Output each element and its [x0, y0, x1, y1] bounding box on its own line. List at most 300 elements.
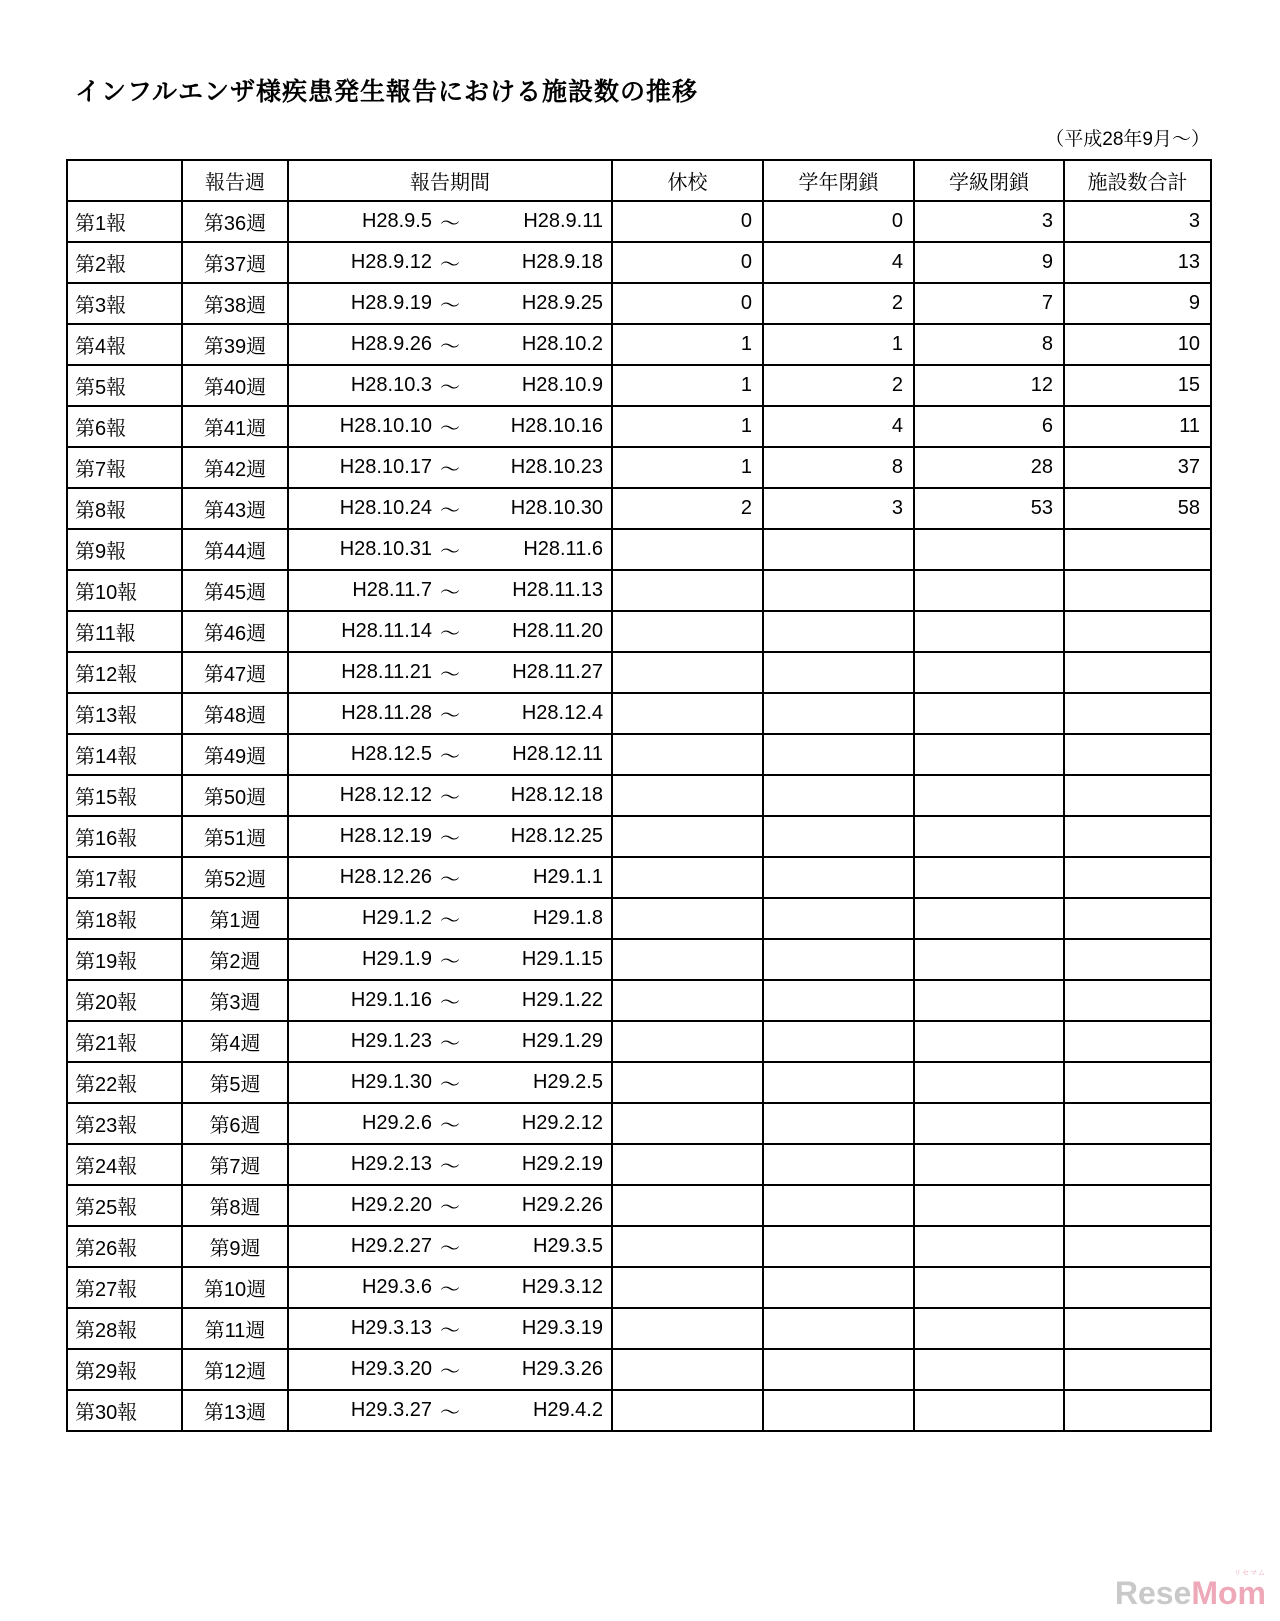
period-range	[289, 699, 611, 728]
period-range	[289, 535, 611, 564]
period-end: H28.9.18	[521, 251, 603, 273]
report-no-cell: 第18報	[67, 898, 182, 939]
period-tilde-icon: ～	[440, 1402, 460, 1424]
table-row	[67, 1390, 1211, 1431]
period-end: H28.10.30	[510, 497, 603, 519]
facility-total-cell	[1064, 1062, 1211, 1103]
week-cell: 第43週	[182, 488, 288, 529]
school-closure-cell	[612, 652, 763, 693]
table-row	[67, 1308, 1211, 1349]
school-closure-cell	[612, 1226, 763, 1267]
facility-total-cell	[1064, 939, 1211, 980]
period-end: H28.10.9	[521, 374, 603, 396]
period-range	[289, 1191, 611, 1220]
period-cell	[288, 652, 612, 693]
week-cell: 第38週	[182, 283, 288, 324]
period-note: （平成28年9月～）	[1045, 129, 1210, 150]
period-tilde-icon: ～	[440, 336, 460, 358]
report-no-cell: 第15報	[67, 775, 182, 816]
period-range	[289, 1314, 611, 1343]
week-cell: 第10週	[182, 1267, 288, 1308]
facility-total-cell	[1064, 1185, 1211, 1226]
report-no-cell: 第17報	[67, 857, 182, 898]
grade-closure-cell	[763, 816, 914, 857]
week-cell: 第42週	[182, 447, 288, 488]
week-cell: 第11週	[182, 1308, 288, 1349]
period-start: H29.3.27	[350, 1399, 432, 1421]
facility-total-cell	[1064, 1144, 1211, 1185]
school-closure-cell	[612, 939, 763, 980]
school-closure-cell: 0	[612, 201, 763, 242]
facility-total-cell: 9	[1064, 283, 1211, 324]
grade-closure-cell	[763, 775, 914, 816]
period-end: H29.2.12	[521, 1112, 603, 1134]
period-cell	[288, 1021, 612, 1062]
week-cell: 第6週	[182, 1103, 288, 1144]
facility-total-cell: 37	[1064, 447, 1211, 488]
period-start: H28.10.31	[339, 538, 432, 560]
period-tilde-icon: ～	[440, 418, 460, 440]
period-cell	[288, 201, 612, 242]
table-row	[67, 324, 1211, 365]
period-start: H28.11.7	[352, 579, 432, 601]
table-row	[67, 1185, 1211, 1226]
period-tilde-icon: ～	[440, 459, 460, 481]
report-no-cell: 第19報	[67, 939, 182, 980]
report-no-cell: 第4報	[67, 324, 182, 365]
period-cell	[288, 488, 612, 529]
report-no-cell: 第13報	[67, 693, 182, 734]
period-cell	[288, 324, 612, 365]
period-cell	[288, 693, 612, 734]
period-start: H28.9.26	[350, 333, 432, 355]
header-row	[67, 160, 1211, 201]
period-start: H28.10.24	[339, 497, 432, 519]
report-no-cell: 第11報	[67, 611, 182, 652]
watermark-gray-text: Rese	[1114, 1575, 1192, 1611]
period-start: H29.1.30	[350, 1071, 432, 1093]
facility-total-cell	[1064, 652, 1211, 693]
period-cell	[288, 365, 612, 406]
week-cell: 第13週	[182, 1390, 288, 1431]
class-closure-cell: 12	[914, 365, 1064, 406]
period-range	[289, 1068, 611, 1097]
period-cell	[288, 406, 612, 447]
report-no-cell: 第8報	[67, 488, 182, 529]
report-no-cell: 第27報	[67, 1267, 182, 1308]
report-no-cell: 第7報	[67, 447, 182, 488]
grade-closure-cell	[763, 570, 914, 611]
report-no-cell: 第24報	[67, 1144, 182, 1185]
table-row	[67, 1062, 1211, 1103]
table-row	[67, 898, 1211, 939]
grade-closure-cell	[763, 1349, 914, 1390]
report-no-cell: 第25報	[67, 1185, 182, 1226]
report-no-cell: 第26報	[67, 1226, 182, 1267]
table-row	[67, 775, 1211, 816]
period-end: H29.2.5	[532, 1071, 603, 1093]
class-closure-cell	[914, 857, 1064, 898]
period-end: H29.3.19	[521, 1317, 603, 1339]
period-end: H29.3.12	[521, 1276, 603, 1298]
week-cell: 第5週	[182, 1062, 288, 1103]
period-end: H28.11.13	[512, 579, 603, 601]
table-row	[67, 406, 1211, 447]
table-row	[67, 1144, 1211, 1185]
week-cell: 第51週	[182, 816, 288, 857]
report-no-cell: 第2報	[67, 242, 182, 283]
class-closure-cell	[914, 570, 1064, 611]
class-closure-cell	[914, 1021, 1064, 1062]
period-tilde-icon: ～	[440, 1197, 460, 1219]
grade-closure-cell: 1	[763, 324, 914, 365]
class-closure-cell	[914, 611, 1064, 652]
facility-total-cell	[1064, 611, 1211, 652]
school-closure-cell	[612, 1062, 763, 1103]
period-start: H28.9.12	[350, 251, 432, 273]
period-tilde-icon: ～	[440, 213, 460, 235]
school-closure-cell: 1	[612, 365, 763, 406]
period-tilde-icon: ～	[440, 1238, 460, 1260]
period-range	[289, 1150, 611, 1179]
period-start: H29.3.20	[350, 1358, 432, 1380]
facility-total-cell	[1064, 1267, 1211, 1308]
report-no-cell: 第21報	[67, 1021, 182, 1062]
grade-closure-cell	[763, 1267, 914, 1308]
class-closure-cell	[914, 1062, 1064, 1103]
period-cell	[288, 447, 612, 488]
period-range	[289, 1027, 611, 1056]
period-cell	[288, 775, 612, 816]
school-closure-cell	[612, 611, 763, 652]
period-end: H29.3.5	[532, 1235, 603, 1257]
table-row	[67, 1021, 1211, 1062]
period-tilde-icon: ～	[440, 992, 460, 1014]
period-cell	[288, 734, 612, 775]
week-cell: 第8週	[182, 1185, 288, 1226]
period-range	[289, 1355, 611, 1384]
table-row	[67, 611, 1211, 652]
school-closure-cell: 1	[612, 406, 763, 447]
facility-total-cell: 3	[1064, 201, 1211, 242]
class-closure-cell	[914, 652, 1064, 693]
period-range	[289, 863, 611, 892]
class-closure-cell: 6	[914, 406, 1064, 447]
grade-closure-cell	[763, 693, 914, 734]
period-range	[289, 1109, 611, 1138]
period-cell	[288, 1349, 612, 1390]
period-start: H28.10.3	[350, 374, 432, 396]
class-closure-cell	[914, 1390, 1064, 1431]
grade-closure-cell	[763, 1021, 914, 1062]
grade-closure-cell	[763, 529, 914, 570]
class-closure-cell	[914, 898, 1064, 939]
period-end: H29.1.15	[521, 948, 603, 970]
class-closure-cell	[914, 693, 1064, 734]
facility-total-cell	[1064, 570, 1211, 611]
period-tilde-icon: ～	[440, 377, 460, 399]
period-end: H29.2.26	[521, 1194, 603, 1216]
week-cell: 第39週	[182, 324, 288, 365]
class-closure-cell	[914, 775, 1064, 816]
facility-total-cell: 10	[1064, 324, 1211, 365]
school-closure-cell	[612, 816, 763, 857]
facility-total-cell	[1064, 734, 1211, 775]
page-title: インフルエンザ様疾患発生報告における施設数の推移	[75, 78, 699, 106]
grade-closure-cell: 0	[763, 201, 914, 242]
period-tilde-icon: ～	[440, 1361, 460, 1383]
period-range	[289, 453, 611, 482]
grade-closure-cell	[763, 1226, 914, 1267]
table-row	[67, 1103, 1211, 1144]
school-closure-cell	[612, 1267, 763, 1308]
period-tilde-icon: ～	[440, 828, 460, 850]
period-start: H29.1.23	[350, 1030, 432, 1052]
period-end: H29.1.8	[532, 907, 603, 929]
facility-total-cell	[1064, 980, 1211, 1021]
grade-closure-cell	[763, 939, 914, 980]
period-cell	[288, 1185, 612, 1226]
period-cell	[288, 1390, 612, 1431]
watermark-small-text: リセマム	[1234, 1570, 1266, 1577]
class-closure-cell	[914, 980, 1064, 1021]
week-cell: 第2週	[182, 939, 288, 980]
week-cell: 第7週	[182, 1144, 288, 1185]
period-range	[289, 330, 611, 359]
week-cell: 第37週	[182, 242, 288, 283]
facility-total-cell	[1064, 857, 1211, 898]
facility-total-cell	[1064, 775, 1211, 816]
grade-closure-cell: 8	[763, 447, 914, 488]
week-cell: 第12週	[182, 1349, 288, 1390]
facility-total-cell: 15	[1064, 365, 1211, 406]
school-closure-cell	[612, 734, 763, 775]
class-closure-cell	[914, 1308, 1064, 1349]
grade-closure-cell	[763, 1308, 914, 1349]
week-cell: 第4週	[182, 1021, 288, 1062]
period-start: H28.10.10	[339, 415, 432, 437]
period-end: H28.9.11	[523, 210, 603, 232]
header-grade-closure: 学年閉鎖	[763, 160, 914, 201]
report-no-cell: 第30報	[67, 1390, 182, 1431]
facility-total-cell	[1064, 898, 1211, 939]
header-school-closure: 休校	[612, 160, 763, 201]
week-cell: 第46週	[182, 611, 288, 652]
school-closure-cell	[612, 1103, 763, 1144]
class-closure-cell	[914, 734, 1064, 775]
period-range	[289, 617, 611, 646]
period-start: H29.2.6	[361, 1112, 432, 1134]
period-end: H28.10.16	[510, 415, 603, 437]
week-cell: 第45週	[182, 570, 288, 611]
period-range	[289, 781, 611, 810]
header-blank	[67, 160, 182, 201]
table-row	[67, 1267, 1211, 1308]
report-no-cell: 第3報	[67, 283, 182, 324]
school-closure-cell	[612, 1349, 763, 1390]
period-start: H29.3.13	[350, 1317, 432, 1339]
facility-total-cell	[1064, 816, 1211, 857]
period-cell	[288, 283, 612, 324]
period-range	[289, 1232, 611, 1261]
class-closure-cell: 7	[914, 283, 1064, 324]
period-range	[289, 248, 611, 277]
school-closure-cell	[612, 1144, 763, 1185]
period-tilde-icon: ～	[440, 500, 460, 522]
watermark-resemom-logo	[1114, 1570, 1266, 1611]
period-end: H28.9.25	[521, 292, 603, 314]
period-start: H28.11.14	[341, 620, 432, 642]
table-row	[67, 857, 1211, 898]
school-closure-cell: 2	[612, 488, 763, 529]
facility-total-cell	[1064, 1349, 1211, 1390]
period-tilde-icon: ～	[440, 541, 460, 563]
period-range	[289, 412, 611, 441]
period-tilde-icon: ～	[440, 582, 460, 604]
grade-closure-cell	[763, 1185, 914, 1226]
period-range	[289, 740, 611, 769]
grade-closure-cell: 2	[763, 283, 914, 324]
grade-closure-cell	[763, 980, 914, 1021]
period-end: H28.10.23	[510, 456, 603, 478]
period-tilde-icon: ～	[440, 1033, 460, 1055]
period-end: H28.12.11	[512, 743, 603, 765]
period-end: H28.11.6	[523, 538, 603, 560]
period-cell	[288, 1267, 612, 1308]
facility-total-cell: 11	[1064, 406, 1211, 447]
table-row	[67, 980, 1211, 1021]
period-tilde-icon: ～	[440, 254, 460, 276]
period-end: H29.1.22	[521, 989, 603, 1011]
period-tilde-icon: ～	[440, 746, 460, 768]
report-no-cell: 第22報	[67, 1062, 182, 1103]
facility-total-cell	[1064, 529, 1211, 570]
class-closure-cell	[914, 939, 1064, 980]
report-no-cell: 第9報	[67, 529, 182, 570]
period-tilde-icon: ～	[440, 787, 460, 809]
table-row	[67, 242, 1211, 283]
school-closure-cell	[612, 1390, 763, 1431]
period-cell	[288, 1103, 612, 1144]
period-cell	[288, 611, 612, 652]
week-cell: 第50週	[182, 775, 288, 816]
period-start: H29.2.13	[350, 1153, 432, 1175]
facility-total-cell	[1064, 1390, 1211, 1431]
class-closure-cell	[914, 1349, 1064, 1390]
school-closure-cell: 1	[612, 324, 763, 365]
grade-closure-cell	[763, 1062, 914, 1103]
school-closure-cell	[612, 1185, 763, 1226]
report-no-cell: 第14報	[67, 734, 182, 775]
period-end: H29.1.29	[521, 1030, 603, 1052]
period-start: H29.1.16	[350, 989, 432, 1011]
school-closure-cell	[612, 693, 763, 734]
grade-closure-cell: 4	[763, 406, 914, 447]
week-cell: 第1週	[182, 898, 288, 939]
school-closure-cell: 0	[612, 283, 763, 324]
period-cell	[288, 1308, 612, 1349]
period-start: H28.12.5	[350, 743, 432, 765]
week-cell: 第9週	[182, 1226, 288, 1267]
period-cell	[288, 242, 612, 283]
grade-closure-cell	[763, 857, 914, 898]
week-cell: 第47週	[182, 652, 288, 693]
report-no-cell: 第28報	[67, 1308, 182, 1349]
period-start: H28.12.12	[339, 784, 432, 806]
report-no-cell: 第6報	[67, 406, 182, 447]
header-report-week: 報告週	[182, 160, 288, 201]
grade-closure-cell	[763, 1390, 914, 1431]
class-closure-cell	[914, 529, 1064, 570]
school-closure-cell	[612, 898, 763, 939]
table-row	[67, 1226, 1211, 1267]
period-cell	[288, 1062, 612, 1103]
period-start: H28.9.5	[361, 210, 432, 232]
period-range	[289, 986, 611, 1015]
report-no-cell: 第10報	[67, 570, 182, 611]
table-row	[67, 816, 1211, 857]
period-cell	[288, 939, 612, 980]
report-no-cell: 第12報	[67, 652, 182, 693]
period-start: H28.9.19	[350, 292, 432, 314]
school-closure-cell	[612, 980, 763, 1021]
period-tilde-icon: ～	[440, 623, 460, 645]
grade-closure-cell	[763, 1144, 914, 1185]
period-start: H28.10.17	[339, 456, 432, 478]
period-range	[289, 289, 611, 318]
table-row	[67, 652, 1211, 693]
period-end: H29.1.1	[532, 866, 603, 888]
class-closure-cell	[914, 1185, 1064, 1226]
period-end: H29.2.19	[521, 1153, 603, 1175]
week-cell: 第40週	[182, 365, 288, 406]
table-row	[67, 201, 1211, 242]
report-no-cell: 第23報	[67, 1103, 182, 1144]
school-closure-cell	[612, 1308, 763, 1349]
period-cell	[288, 570, 612, 611]
school-closure-cell	[612, 570, 763, 611]
week-cell: 第36週	[182, 201, 288, 242]
facility-total-cell	[1064, 1226, 1211, 1267]
week-cell: 第48週	[182, 693, 288, 734]
period-cell	[288, 1226, 612, 1267]
report-no-cell: 第16報	[67, 816, 182, 857]
period-tilde-icon: ～	[440, 951, 460, 973]
period-range	[289, 371, 611, 400]
table-row	[67, 365, 1211, 406]
period-cell	[288, 898, 612, 939]
school-closure-cell	[612, 529, 763, 570]
period-start: H28.11.28	[341, 702, 432, 724]
period-range	[289, 904, 611, 933]
facility-total-cell	[1064, 1021, 1211, 1062]
grade-closure-cell: 4	[763, 242, 914, 283]
grade-closure-cell	[763, 898, 914, 939]
class-closure-cell: 3	[914, 201, 1064, 242]
table-row	[67, 570, 1211, 611]
class-closure-cell: 8	[914, 324, 1064, 365]
period-tilde-icon: ～	[440, 1320, 460, 1342]
class-closure-cell	[914, 1226, 1064, 1267]
period-start: H29.2.27	[350, 1235, 432, 1257]
header-facility-total: 施設数合計	[1064, 160, 1211, 201]
table-row	[67, 734, 1211, 775]
grade-closure-cell	[763, 652, 914, 693]
class-closure-cell: 53	[914, 488, 1064, 529]
facility-total-cell	[1064, 693, 1211, 734]
grade-closure-cell	[763, 1103, 914, 1144]
report-no-cell: 第1報	[67, 201, 182, 242]
